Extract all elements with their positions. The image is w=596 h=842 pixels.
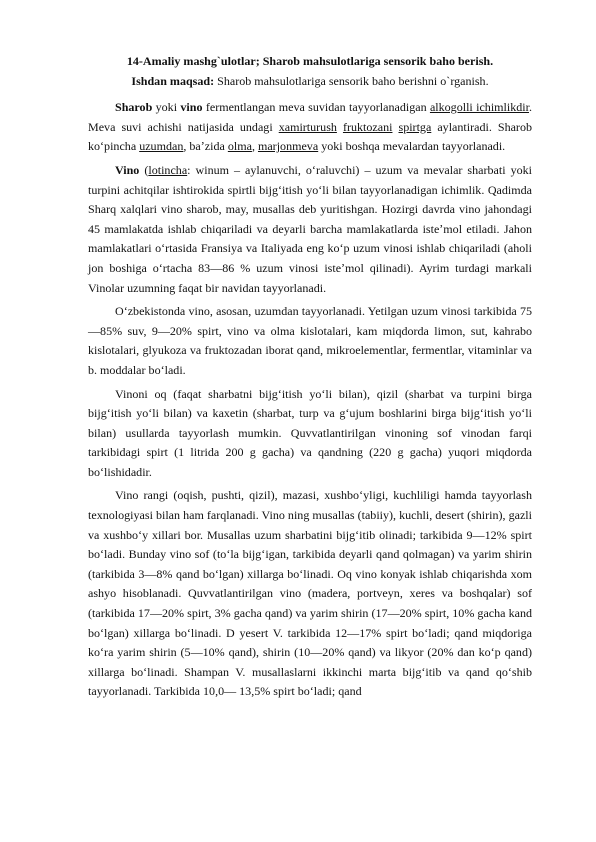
- link-uzum[interactable]: uzumdan: [139, 139, 184, 154]
- paragraph-uzbekistan: Oʻzbekistonda vino, asosan, uzumdan tayyorlanadi. Yetilgan uzum vinosi tarkibida 75—85% suv, 9—20% spirt, vino va olma kislotalari, kam miqdorda limon, sut, kahrabo kislotalari, glyukoza va fruktozadan iborat qand, mikroelementlar, fermentlar, vitaminlar va b. moddalar boʻladi.: [88, 304, 532, 377]
- link-olma[interactable]: olma: [227, 139, 252, 154]
- goal-text: Sharob mahsulotlariga sensorik baho berishni o`rganish.: [214, 73, 489, 88]
- link-alkogolli-ichimlik[interactable]: alkogolli ichimlikdir: [429, 100, 529, 115]
- document-page: [88, 52, 532, 706]
- link-xamirturush[interactable]: xamirturush: [278, 119, 337, 134]
- text-run: , baʼzida: [183, 139, 228, 154]
- text-run: . Meva suvi achishi natijasida undagi: [88, 100, 532, 134]
- link-spirt[interactable]: spirtga: [398, 119, 432, 134]
- goal-line: [88, 72, 532, 92]
- paragraph-vino-classes: Vino rangi (oqish, pushti, qizil), mazasi, xushboʻyligi, kuchliligi hamda tayyorlash texnologiyasi bilan ham farqlanadi. Vino ning musallas (tabiiy), kuchli, desert (shirin), gazli va xushboʻy xillari bor. Musallas uzum sharbatini bijgʻitib olinadi; tarkibida 9—12% spirt boʻladi. Bunday vino sof (toʻla bijgʻigan, tarkibida deyarli qand qolmagan) va yarim shirin (tarkibida 3—8% qand boʻlgan) xillarga boʻlinadi. Oq vino konyak ishlab chiqarishda xom ashyo hisoblanadi. Quvvatlantirilgan vino (madera, portveyn, xeres va boshqalar) sof (tarkibida 17—20% spirt, 3% gacha qand) va yarim shirin (17—20% spirt, 10% gacha kand boʻlgan) xillarga boʻlinadi. D yesert V. tarkibida 12—17% spirt boʻladi; qand miqdoriga koʻra yarim shirin (5—10% qand), shirin (10—20% qand) va likyor (20% dan koʻp qand) xillarga boʻlinadi. Shampan V. musallaslarni ikkinchi marta bijgʻitib va qand qoʻshib tayyorlanadi. Tarkibida 10,0— 13,5% spirt boʻladi; qand: [88, 488, 532, 699]
- link-lotincha[interactable]: lotincha: [148, 162, 188, 177]
- page-title: 14-Amaliy mashg`ulotlar; Sharob mahsulotlariga sensorik baho berish.: [126, 54, 494, 68]
- goal-label: Ishdan maqsad:: [131, 73, 215, 88]
- text-run: aylantiradi. Sharob koʻpincha: [88, 119, 532, 154]
- term-vino: vino: [180, 100, 203, 115]
- term-sharob: Sharob: [115, 100, 153, 115]
- link-fruktoza[interactable]: fruktozani: [342, 119, 393, 134]
- text-run: fermentlangan meva suvidan tayyorlanadigan: [202, 100, 430, 115]
- paragraph-sharob: [88, 98, 532, 157]
- link-marjonmeva[interactable]: marjonmeva: [257, 139, 319, 154]
- text-run: (: [139, 162, 149, 177]
- paragraph-vino-types: Vinoni oq (faqat sharbatni bijgʻitish yoʻli bilan), qizil (sharbat va turpini birga bijgʻitish yoʻli bilan) va kaxetin (sharbat, turp va gʻujum boshlarini birga bijgʻitish yoʻli bilan) usullarda tayyorlash mumkin. Quvvatlantirilgan vinoning sof vinodan farqi tarkibidagi spirt (1 litrida 200 g gacha) va qandning (220 g gacha) yuqori miqdorda boʻlishidadir.: [88, 386, 532, 479]
- paragraph-vino: [88, 161, 532, 298]
- text-run: yoki: [152, 100, 181, 115]
- text-run: ,: [251, 139, 258, 154]
- term-vino-heading: Vino: [115, 162, 140, 177]
- text-run: : winum – aylanuvchi, oʻraluvchi) – uzum va mevalar sharbati yoki turpini achitqilar ishtirokida spirtli bijgʻitish yoʻli bilan tayyorlanadigan ichimlik. Qadimda Sharq xalqlari vino sharob, may, musallas deb yuritishgan. Hozirgi davrda vino jahondagi 45 mamlakatda ishlab chiqariladi va deyarli barcha mamlakatlarda isteʼmol etiladi. Jahon mamlakatlari oʻrtasida Fransiya va Italiyada eng koʻp uzum vinosi ishlab chiqariladi (aholi jon boshiga oʻrtacha 83—86 % uzum vinosi isteʼmol qilinadi). Ayrim turdagi markali Vinolar uzumning faqat bir navidan tayyorlanadi.: [88, 162, 532, 295]
- text-run: yoki boshqa mevalardan tayyorlanadi.: [318, 139, 506, 154]
